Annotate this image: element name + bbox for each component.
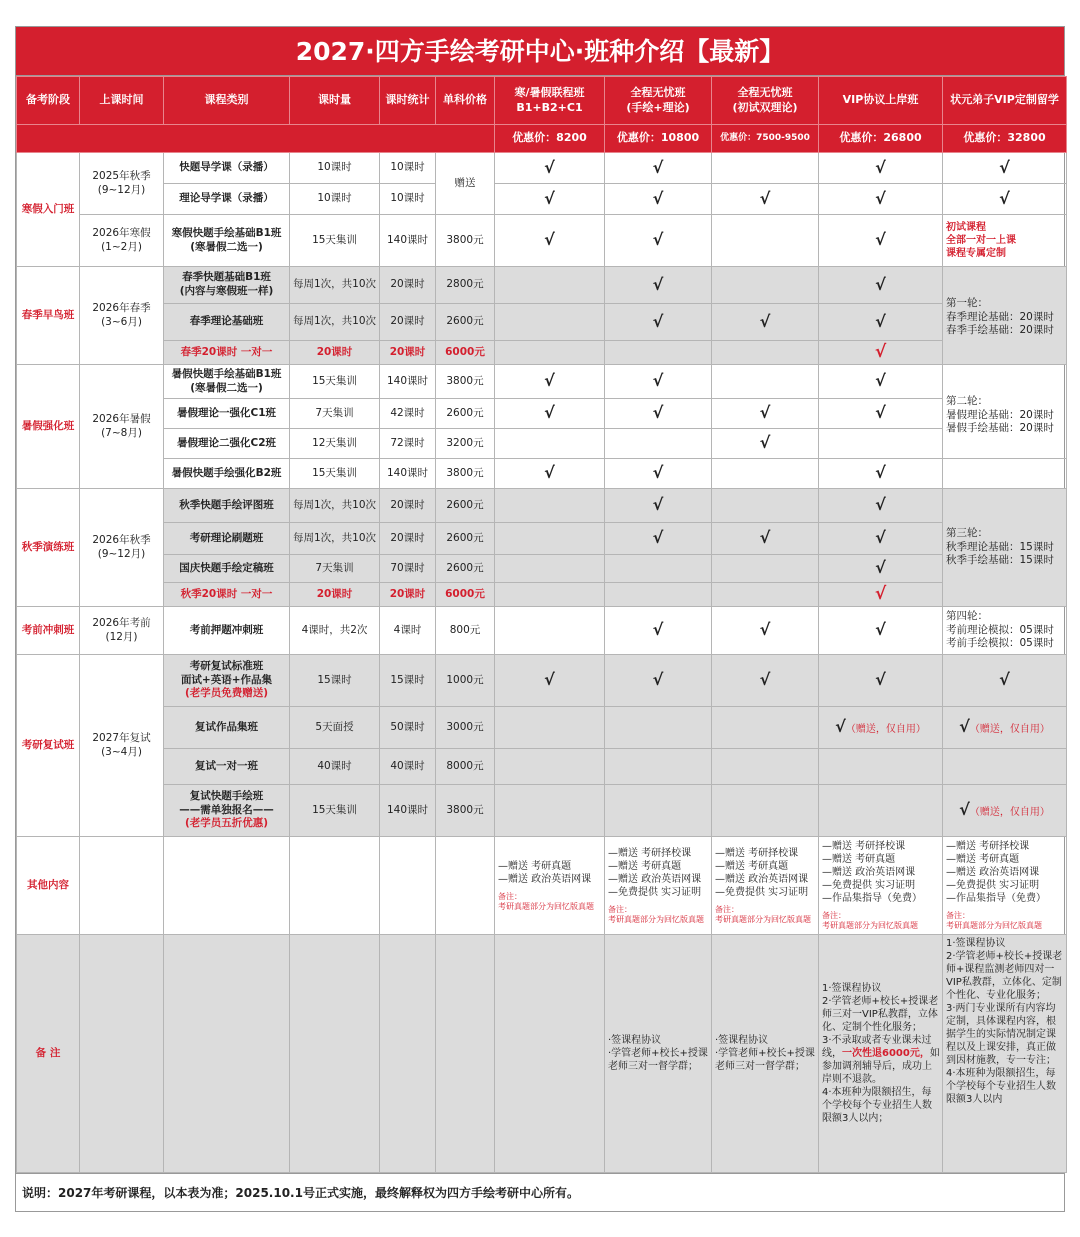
course-name: 暑假理论一强化C1班 — [164, 399, 290, 429]
check-mark: √ — [819, 399, 943, 429]
check-mark: √ — [605, 399, 712, 429]
course-name: 考前押题冲刺班 — [164, 607, 290, 655]
total-cell: 20课时 — [380, 583, 436, 607]
table-row — [17, 837, 1067, 935]
gift-note: （赠送，仅自用） — [969, 807, 1050, 819]
course-name: 考研理论刷题班 — [164, 523, 290, 555]
check-mark: √ — [819, 459, 943, 489]
table-row — [17, 607, 1067, 655]
table-row — [17, 707, 1067, 749]
total-cell: 10课时 — [380, 184, 436, 215]
header-cell: VIP协议上岸班 — [819, 77, 943, 125]
gift-cell — [943, 707, 1067, 749]
hours-cell: 40课时 — [290, 749, 380, 785]
remark-cell: ·签课程协议 ·学管老师+校长+授课老师三对一督学群； — [605, 935, 712, 1173]
remark-cell: ·签课程协议 ·学管老师+校长+授课老师三对一督学群； — [712, 935, 819, 1173]
check-mark: √ — [712, 184, 819, 215]
price-value: 2800元 — [436, 267, 495, 304]
table-row — [17, 459, 1067, 489]
other-footnote: 备注： 考研真题部分为回忆版真题 — [608, 904, 704, 924]
hours-cell: 7天集训 — [290, 399, 380, 429]
check-mark: √ — [819, 555, 943, 583]
header-cell: 课程类别 — [164, 77, 290, 125]
hours-cell: 7天集训 — [290, 555, 380, 583]
total-cell: 50课时 — [380, 707, 436, 749]
refund-highlight: 一次性退6000元， — [842, 1048, 930, 1059]
course-name: 复试快题手绘班 ——需单独报名—— — [179, 790, 274, 816]
hours-cell: 每周1次，共10次 — [290, 267, 380, 304]
price-value: 3000元 — [436, 707, 495, 749]
check-mark: √ — [819, 215, 943, 267]
check-mark: √ — [819, 184, 943, 215]
check-mark: √ — [605, 184, 712, 215]
stage-label: 备 注 — [17, 935, 80, 1173]
price-value: 2600元 — [436, 555, 495, 583]
price-cell: 优惠价：8200 — [495, 125, 605, 153]
gift-cell — [819, 707, 943, 749]
header-cell: 课时统计 — [380, 77, 436, 125]
check-mark: √ — [819, 655, 943, 707]
check-mark: √ — [712, 655, 819, 707]
remark-text: 如参加调剂辅导后，成功上岸则不退款。 4·本班种为限额招生，每个学校每个专业招生人数限额3人以内； — [822, 1048, 940, 1124]
course-name-cell — [164, 785, 290, 837]
price-value: 赠送 — [436, 153, 495, 215]
check-mark: √ — [605, 523, 712, 555]
price-value: 2600元 — [436, 304, 495, 341]
check-mark: √ — [943, 184, 1067, 215]
hours-cell: 15天集训 — [290, 215, 380, 267]
check-mark: √ — [495, 399, 605, 429]
check-mark: √ — [943, 153, 1067, 184]
table-row — [17, 555, 1067, 583]
check-mark: √ — [495, 153, 605, 184]
table-row — [17, 655, 1067, 707]
table-row — [17, 399, 1067, 429]
course-name: 理论导学课（录播） — [164, 184, 290, 215]
course-name: 复试一对一班 — [164, 749, 290, 785]
price-value: 800元 — [436, 607, 495, 655]
check-mark: √ — [495, 365, 605, 399]
stage-label: 秋季演练班 — [17, 489, 80, 607]
time-cell: 2026年考前 (12月) — [80, 607, 164, 655]
table-row — [17, 153, 1067, 184]
gift-cell — [943, 785, 1067, 837]
other-cell — [712, 837, 819, 935]
price-value: 3800元 — [436, 785, 495, 837]
price-value: 3800元 — [436, 459, 495, 489]
hours-cell: 10课时 — [290, 153, 380, 184]
check-mark: √ — [605, 215, 712, 267]
footer-note: 说明：2027年考研课程，以本表为准；2025.10.1号正式实施，最终解释权为四方手绘考研中心所有。 — [16, 1173, 1064, 1211]
header-cell: 单科价格 — [436, 77, 495, 125]
check-mark: √ — [495, 459, 605, 489]
check-mark: √ — [605, 459, 712, 489]
table-row — [17, 935, 1067, 1173]
hours-cell: 15课时 — [290, 655, 380, 707]
other-content: —赠送 考研择校课 —赠送 考研真题 —赠送 政治英语网课 —免费提供 实习证明 —作品集指导（免费） — [822, 841, 922, 905]
total-cell: 72课时 — [380, 429, 436, 459]
table-row — [17, 429, 1067, 459]
total-cell: 42课时 — [380, 399, 436, 429]
table-row — [17, 489, 1067, 523]
table-row — [17, 583, 1067, 607]
total-cell: 20课时 — [380, 267, 436, 304]
other-content: —赠送 考研择校课 —赠送 考研真题 —赠送 政治英语网课 —免费提供 实习证明 —作品集指导（免费） — [946, 841, 1046, 905]
table-row — [17, 523, 1067, 555]
price-value: 8000元 — [436, 749, 495, 785]
hours-cell: 5天面授 — [290, 707, 380, 749]
page-title: 2027·四方手绘考研中心·班种介绍【最新】 — [16, 27, 1064, 76]
check-mark: √ — [819, 267, 943, 304]
hours-cell: 15天集训 — [290, 459, 380, 489]
check-mark: √ — [959, 800, 970, 820]
price-value: 6000元 — [436, 341, 495, 365]
vip-note: 第二轮： 暑假理论基础：20课时 暑假手绘基础：20课时 — [943, 365, 1067, 459]
price-cell: 优惠价：7500-9500 — [712, 125, 819, 153]
course-name: 考研复试标准班 面试+英语+作品集 — [180, 660, 273, 686]
stage-label: 暑假强化班 — [17, 365, 80, 489]
gift-note: （赠送，仅自用） — [845, 724, 926, 736]
check-mark-red: √ — [819, 341, 943, 365]
course-table — [16, 76, 1067, 1173]
price-value: 3800元 — [436, 365, 495, 399]
check-mark: √ — [943, 655, 1067, 707]
check-mark: √ — [605, 607, 712, 655]
check-mark: √ — [605, 489, 712, 523]
other-footnote: 备注： 考研真题部分为回忆版真题 — [715, 904, 811, 924]
price-value: 2600元 — [436, 399, 495, 429]
price-cell: 优惠价：26800 — [819, 125, 943, 153]
check-mark: √ — [605, 365, 712, 399]
vip-note: 第一轮： 春季理论基础：20课时 春季手绘基础：20课时 — [943, 267, 1067, 365]
total-cell: 10课时 — [380, 153, 436, 184]
hours-cell: 10课时 — [290, 184, 380, 215]
table-row — [17, 749, 1067, 785]
course-name: 暑假快题手绘强化B2班 — [164, 459, 290, 489]
check-mark: √ — [819, 489, 943, 523]
course-name: 暑假快题手绘基础B1班 (寒暑假二选一) — [164, 365, 290, 399]
price-value: 2600元 — [436, 489, 495, 523]
hours-cell: 15天集训 — [290, 785, 380, 837]
remark-text: 1·签课程协议 2·学管老师+校长+授课老师三对一VIP私教群，立体化、定制个性化服务； 3·不录取或者专业课未过线， — [822, 983, 939, 1059]
price-cell: 优惠价：10800 — [605, 125, 712, 153]
vip-note: 第四轮： 考前理论模拟：05课时 考前手绘模拟：05课时 — [943, 607, 1067, 655]
header-cell: 上课时间 — [80, 77, 164, 125]
total-cell: 140课时 — [380, 215, 436, 267]
price-value: 6000元 — [436, 583, 495, 607]
time-cell: 2026年秋季 (9~12月) — [80, 489, 164, 607]
remark-cell — [819, 935, 943, 1173]
check-mark: √ — [712, 429, 819, 459]
other-cell — [943, 837, 1067, 935]
gift-note: （赠送，仅自用） — [969, 724, 1050, 736]
header-cell: 全程无忧班 (手绘+理论) — [605, 77, 712, 125]
table-row — [17, 304, 1067, 341]
check-mark: √ — [819, 523, 943, 555]
course-name: 春季理论基础班 — [164, 304, 290, 341]
check-mark: √ — [605, 655, 712, 707]
hours-cell: 4课时，共2次 — [290, 607, 380, 655]
check-mark: √ — [495, 655, 605, 707]
table-row — [17, 267, 1067, 304]
stage-label: 春季早鸟班 — [17, 267, 80, 365]
check-mark: √ — [819, 304, 943, 341]
price-value: 2600元 — [436, 523, 495, 555]
header-cell: 课时量 — [290, 77, 380, 125]
course-name: 秋季快题手绘评图班 — [164, 489, 290, 523]
check-mark: √ — [712, 399, 819, 429]
hours-cell: 20课时 — [290, 341, 380, 365]
stage-label: 寒假入门班 — [17, 153, 80, 267]
vip-note: 初试课程 全部一对一上课 课程专属定制 — [943, 215, 1067, 267]
other-content: —赠送 考研择校课 —赠送 考研真题 —赠送 政治英语网课 —免费提供 实习证明 — [608, 847, 702, 898]
check-mark: √ — [835, 717, 846, 737]
check-mark: √ — [959, 717, 970, 737]
course-note: (老学员五折优惠) — [184, 817, 269, 830]
other-footnote: 备注： 考研真题部分为回忆版真题 — [946, 911, 1042, 930]
total-cell: 20课时 — [380, 489, 436, 523]
hours-cell: 20课时 — [290, 583, 380, 607]
course-name-cell — [164, 655, 290, 707]
other-content: —赠送 考研真题 —赠送 政治英语网课 — [498, 860, 592, 885]
header-cell: 状元弟子VIP定制留学 — [943, 77, 1067, 125]
total-cell: 15课时 — [380, 655, 436, 707]
course-name: 国庆快题手绘定稿班 — [164, 555, 290, 583]
remark-cell: 1·签课程协议 2·学管老师+校长+授课老师+课程监测老师四对一VIP私教群，立体化、定制个性化、专业化服务； 3·两门专业课所有内容均定制，具体课程内容，根据学生的实际情况制定课程以及上课安排，真正做到因材施教，专一专注； 4·本班种为限额招生，每个学校每个专业招生人数限额3人以内 — [943, 935, 1067, 1173]
total-cell: 4课时 — [380, 607, 436, 655]
hours-cell: 每周1次，共10次 — [290, 489, 380, 523]
course-name: 春季20课时 一对一 — [164, 341, 290, 365]
check-mark: √ — [605, 153, 712, 184]
table-row — [17, 365, 1067, 399]
other-footnote: 备注： 考研真题部分为回忆版真题 — [498, 891, 594, 911]
total-cell: 20课时 — [380, 523, 436, 555]
other-footnote: 备注： 考研真题部分为回忆版真题 — [822, 911, 918, 930]
total-cell: 140课时 — [380, 365, 436, 399]
check-mark: √ — [819, 607, 943, 655]
course-name: 暑假理论二强化C2班 — [164, 429, 290, 459]
hours-cell: 每周1次，共10次 — [290, 304, 380, 341]
course-name: 秋季20课时 一对一 — [164, 583, 290, 607]
table-row — [17, 184, 1067, 215]
check-mark: √ — [712, 523, 819, 555]
check-mark-red: √ — [819, 583, 943, 607]
check-mark: √ — [495, 184, 605, 215]
course-name: 春季快题基础B1班 (内容与寒假班一样) — [164, 267, 290, 304]
course-table-sheet — [15, 26, 1065, 1212]
header-cell: 全程无忧班 (初试双理论) — [712, 77, 819, 125]
other-cell — [819, 837, 943, 935]
total-cell: 20课时 — [380, 304, 436, 341]
check-mark: √ — [712, 607, 819, 655]
total-cell: 20课时 — [380, 341, 436, 365]
stage-label: 其他内容 — [17, 837, 80, 935]
total-cell: 40课时 — [380, 749, 436, 785]
header-cell: 备考阶段 — [17, 77, 80, 125]
other-cell — [605, 837, 712, 935]
total-cell: 140课时 — [380, 785, 436, 837]
price-cell: 优惠价：32800 — [943, 125, 1067, 153]
table-row — [17, 215, 1067, 267]
hours-cell: 每周1次，共10次 — [290, 523, 380, 555]
check-mark: √ — [712, 304, 819, 341]
stage-label: 考前冲刺班 — [17, 607, 80, 655]
check-mark: √ — [819, 365, 943, 399]
course-name: 寒假快题手绘基础B1班 (寒暑假二选一) — [164, 215, 290, 267]
hours-cell: 12天集训 — [290, 429, 380, 459]
time-cell: 2026年春季 (3~6月) — [80, 267, 164, 365]
total-cell: 70课时 — [380, 555, 436, 583]
vip-note: 第三轮： 秋季理论基础：15课时 秋季手绘基础：15课时 — [943, 489, 1067, 607]
header-cell: 寒/暑假联程班 B1+B2+C1 — [495, 77, 605, 125]
price-row — [17, 125, 1067, 153]
course-name: 复试作品集班 — [164, 707, 290, 749]
price-value: 1000元 — [436, 655, 495, 707]
other-cell — [495, 837, 605, 935]
other-content: —赠送 考研择校课 —赠送 考研真题 —赠送 政治英语网课 —免费提供 实习证明 — [715, 847, 809, 898]
table-row — [17, 785, 1067, 837]
time-cell: 2026年暑假 (7~8月) — [80, 365, 164, 489]
table-row — [17, 341, 1067, 365]
check-mark: √ — [605, 267, 712, 304]
price-value: 3200元 — [436, 429, 495, 459]
price-value: 3800元 — [436, 215, 495, 267]
time-cell: 2027年复试 (3~4月) — [80, 655, 164, 837]
time-cell: 2026年寒假 (1~2月) — [80, 215, 164, 267]
check-mark: √ — [819, 153, 943, 184]
course-name: 快题导学课（录播） — [164, 153, 290, 184]
stage-label: 考研复试班 — [17, 655, 80, 837]
time-cell: 2025年秋季 (9~12月) — [80, 153, 164, 215]
check-mark: √ — [495, 215, 605, 267]
check-mark: √ — [605, 304, 712, 341]
course-note: (老学员免费赠送) — [184, 687, 269, 700]
total-cell: 140课时 — [380, 459, 436, 489]
hours-cell: 15天集训 — [290, 365, 380, 399]
header-row — [17, 77, 1067, 125]
